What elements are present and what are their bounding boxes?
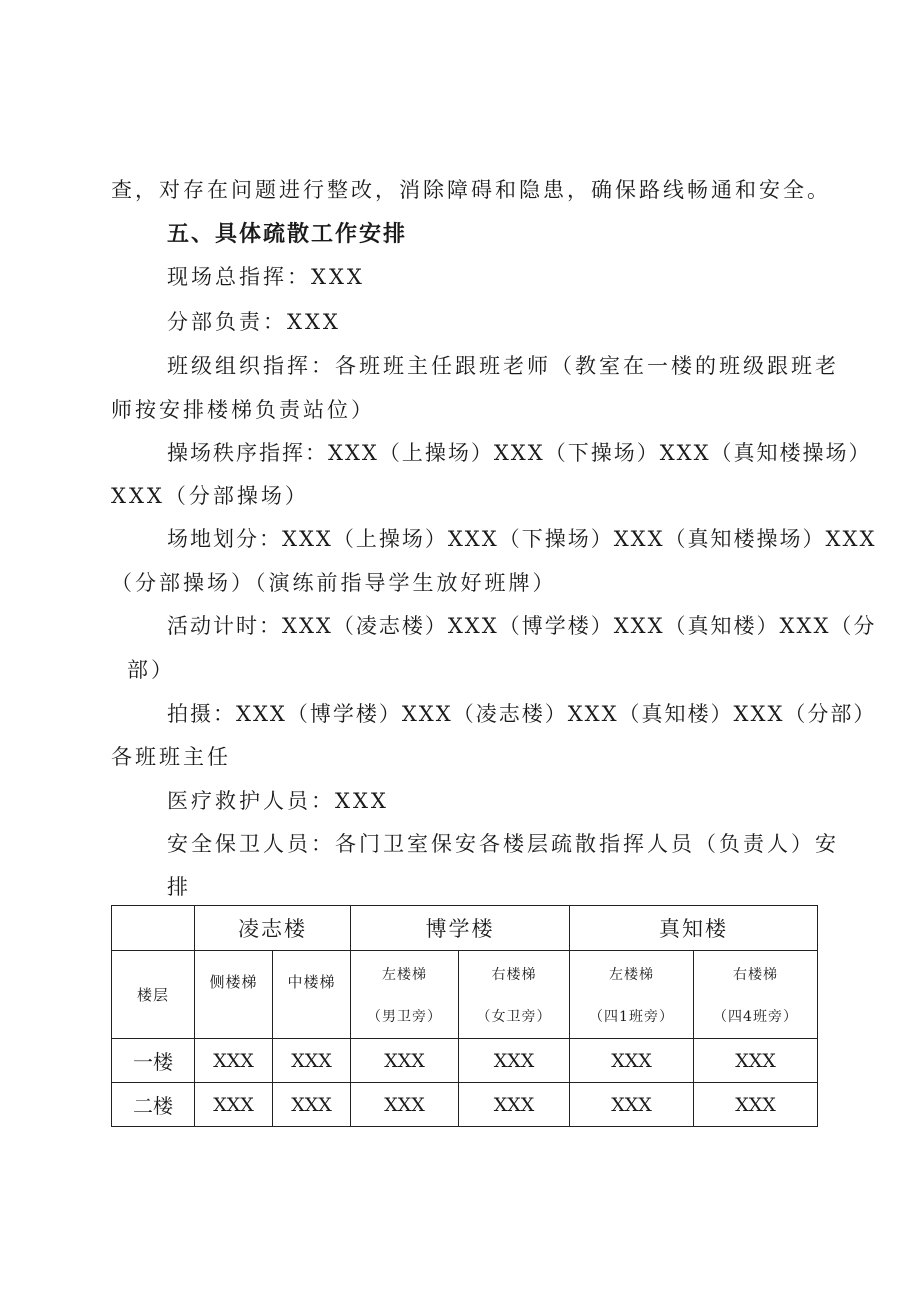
stair-header xyxy=(694,951,818,1039)
line-site-division-1: 场地划分：XXX（上操场）XXX（下操场）XXX（真知楼操场）XXX xyxy=(167,527,877,551)
stair-name: 左楼梯 xyxy=(609,966,654,983)
stair-name: 中楼梯 xyxy=(287,973,336,991)
table-cell: XXX xyxy=(351,1083,459,1127)
stair-header xyxy=(570,951,694,1039)
stair-note: （四4班旁） xyxy=(713,1008,798,1025)
stair-header xyxy=(459,951,570,1039)
line-timing-1: 活动计时：XXX（凌志楼）XXX（博学楼）XXX（真知楼）XXX（分 xyxy=(167,614,877,638)
table-cell: XXX xyxy=(694,1039,818,1083)
stair-header xyxy=(195,951,273,1039)
table-cell: XXX xyxy=(459,1039,570,1083)
line-security-2: 排 xyxy=(167,875,191,899)
building-header-zhenzhi: 真知楼 xyxy=(570,906,818,951)
stair-name: 侧楼梯 xyxy=(209,973,258,991)
floor-label: 一楼 xyxy=(112,1039,195,1083)
table-cell: XXX xyxy=(694,1083,818,1127)
line-playground-order-1: 操场秩序指挥：XXX（上操场）XXX（下操场）XXX（真知楼操场） xyxy=(167,441,872,465)
table-cell: XXX xyxy=(273,1039,351,1083)
table-stair-header-row xyxy=(112,951,818,1039)
line-chief-commander: 现场总指挥：XXX xyxy=(167,265,365,289)
stairwell-assignment-table xyxy=(111,905,818,1127)
table-corner-cell xyxy=(112,906,195,951)
floor-label: 二楼 xyxy=(112,1083,195,1127)
line-branch-lead: 分部负责：XXX xyxy=(167,310,341,334)
line-photography-2: 各班班主任 xyxy=(111,745,231,769)
table-cell: XXX xyxy=(570,1083,694,1127)
stair-header xyxy=(273,951,351,1039)
table-cell: XXX xyxy=(459,1083,570,1127)
line-class-organizer-1: 班级组织指挥：各班班主任跟班老师（教室在一楼的班级跟班老 xyxy=(167,354,839,378)
table-cell: XXX xyxy=(570,1039,694,1083)
table-cell: XXX xyxy=(351,1039,459,1083)
line-photography-1: 拍摄：XXX（博学楼）XXX（凌志楼）XXX（真知楼）XXX（分部） xyxy=(167,702,877,726)
stair-name: 右楼梯 xyxy=(491,966,537,983)
table-cell: XXX xyxy=(273,1083,351,1127)
stair-header xyxy=(351,951,459,1039)
stair-note: （男卫旁） xyxy=(367,1008,442,1025)
line-medical: 医疗救护人员：XXX xyxy=(167,789,389,813)
table-row xyxy=(112,1039,818,1083)
section-heading: 五、具体疏散工作安排 xyxy=(167,222,408,247)
table-cell: XXX xyxy=(195,1039,273,1083)
line-class-organizer-2: 师按安排楼梯负责站位） xyxy=(111,398,375,422)
stair-note: （女卫旁） xyxy=(476,1008,552,1025)
line-site-division-2: （分部操场）（演练前指导学生放好班牌） xyxy=(111,571,557,595)
line-playground-order-2: XXX（分部操场） xyxy=(111,484,309,508)
building-header-lingzhi: 凌志楼 xyxy=(195,906,351,951)
line-timing-2: 部） xyxy=(127,658,175,682)
line-security-1: 安全保卫人员：各门卫室保安各楼层疏散指挥人员（负责人）安 xyxy=(167,832,839,856)
floor-header: 楼层 xyxy=(112,951,195,1039)
table-building-header-row xyxy=(112,906,818,951)
building-header-boxue: 博学楼 xyxy=(351,906,570,951)
stair-note: （四1班旁） xyxy=(589,1008,674,1025)
paragraph-continuation: 查，对存在问题进行整改，消除障碍和隐患，确保路线畅通和安全。 xyxy=(111,178,831,202)
stair-name: 左楼梯 xyxy=(382,966,427,983)
table-cell: XXX xyxy=(195,1083,273,1127)
stair-name: 右楼梯 xyxy=(733,966,778,983)
table-row xyxy=(112,1083,818,1127)
